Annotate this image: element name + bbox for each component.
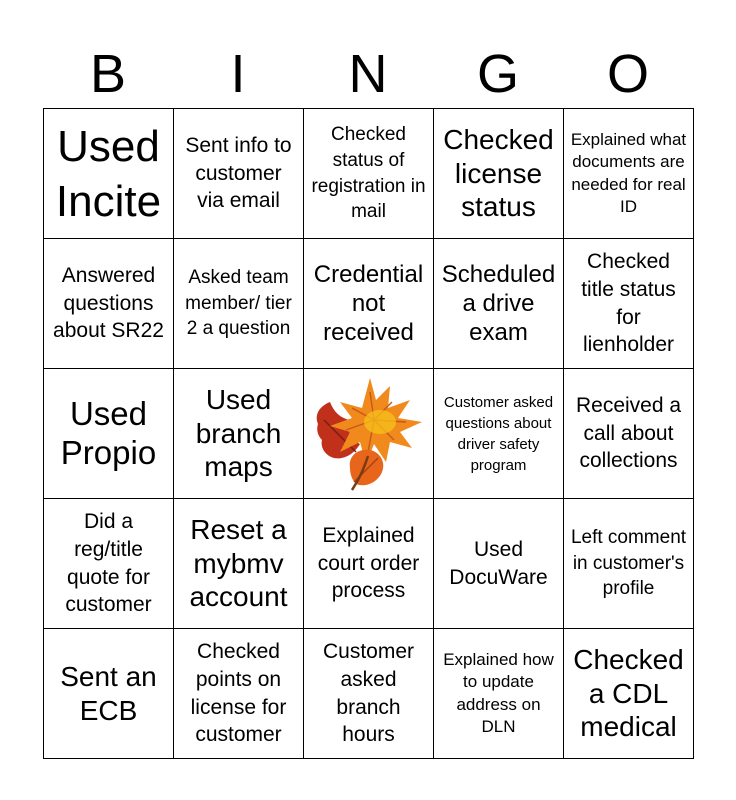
bingo-cell[interactable]: Explained how to update address on DLN — [434, 629, 564, 759]
bingo-cell[interactable]: Did a reg/title quote for customer — [44, 499, 174, 629]
bingo-cell[interactable]: Reset a mybmv account — [174, 499, 304, 629]
bingo-cell[interactable]: Checked title status for lienholder — [564, 239, 694, 369]
bingo-board — [43, 108, 694, 759]
header-letter-n: N — [348, 44, 388, 104]
orange-leaf — [350, 449, 384, 485]
bingo-cell[interactable]: Sent info to customer via email — [174, 109, 304, 239]
board-row — [44, 239, 694, 369]
bingo-cell[interactable]: Used Incite — [44, 109, 174, 239]
bingo-cell[interactable]: Answered questions about SR22 — [44, 239, 174, 369]
bingo-cell[interactable]: Checked points on license for customer — [174, 629, 304, 759]
bingo-cell[interactable]: Checked license status — [434, 109, 564, 239]
free-space-cell — [304, 369, 434, 499]
header-letter-g: G — [476, 44, 519, 104]
bingo-cell[interactable]: Used branch maps — [174, 369, 304, 499]
bingo-cell[interactable]: Checked a CDL medical — [564, 629, 694, 759]
header-letter-b: B — [89, 44, 127, 104]
autumn-leaves-icon — [310, 372, 432, 496]
bingo-cell[interactable]: Asked team member/ tier 2 a question — [174, 239, 304, 369]
header-letter-i: I — [230, 44, 246, 104]
board-row — [44, 369, 694, 499]
board-row — [44, 629, 694, 759]
bingo-cell[interactable]: Used Propio — [44, 369, 174, 499]
bingo-cell[interactable]: Scheduled a drive exam — [434, 239, 564, 369]
bingo-cell[interactable]: Sent an ECB — [44, 629, 174, 759]
bingo-cell[interactable]: Left comment in customer's profile — [564, 499, 694, 629]
bingo-cell[interactable]: Checked status of registration in mail — [304, 109, 434, 239]
bingo-cell[interactable]: Used DocuWare — [434, 499, 564, 629]
header-letter-o: O — [606, 44, 649, 104]
bingo-cell[interactable]: Explained what documents are needed for real ID — [564, 109, 694, 239]
bingo-cell[interactable]: Explained court order process — [304, 499, 434, 629]
bingo-cell[interactable]: Credential not received — [304, 239, 434, 369]
bingo-cell[interactable]: Customer asked branch hours — [304, 629, 434, 759]
bingo-cell[interactable]: Customer asked questions about driver safety program — [434, 369, 564, 499]
bingo-cell[interactable]: Received a call about collections — [564, 369, 694, 499]
bingo-header — [43, 40, 693, 108]
board-row — [44, 109, 694, 239]
board-row — [44, 499, 694, 629]
